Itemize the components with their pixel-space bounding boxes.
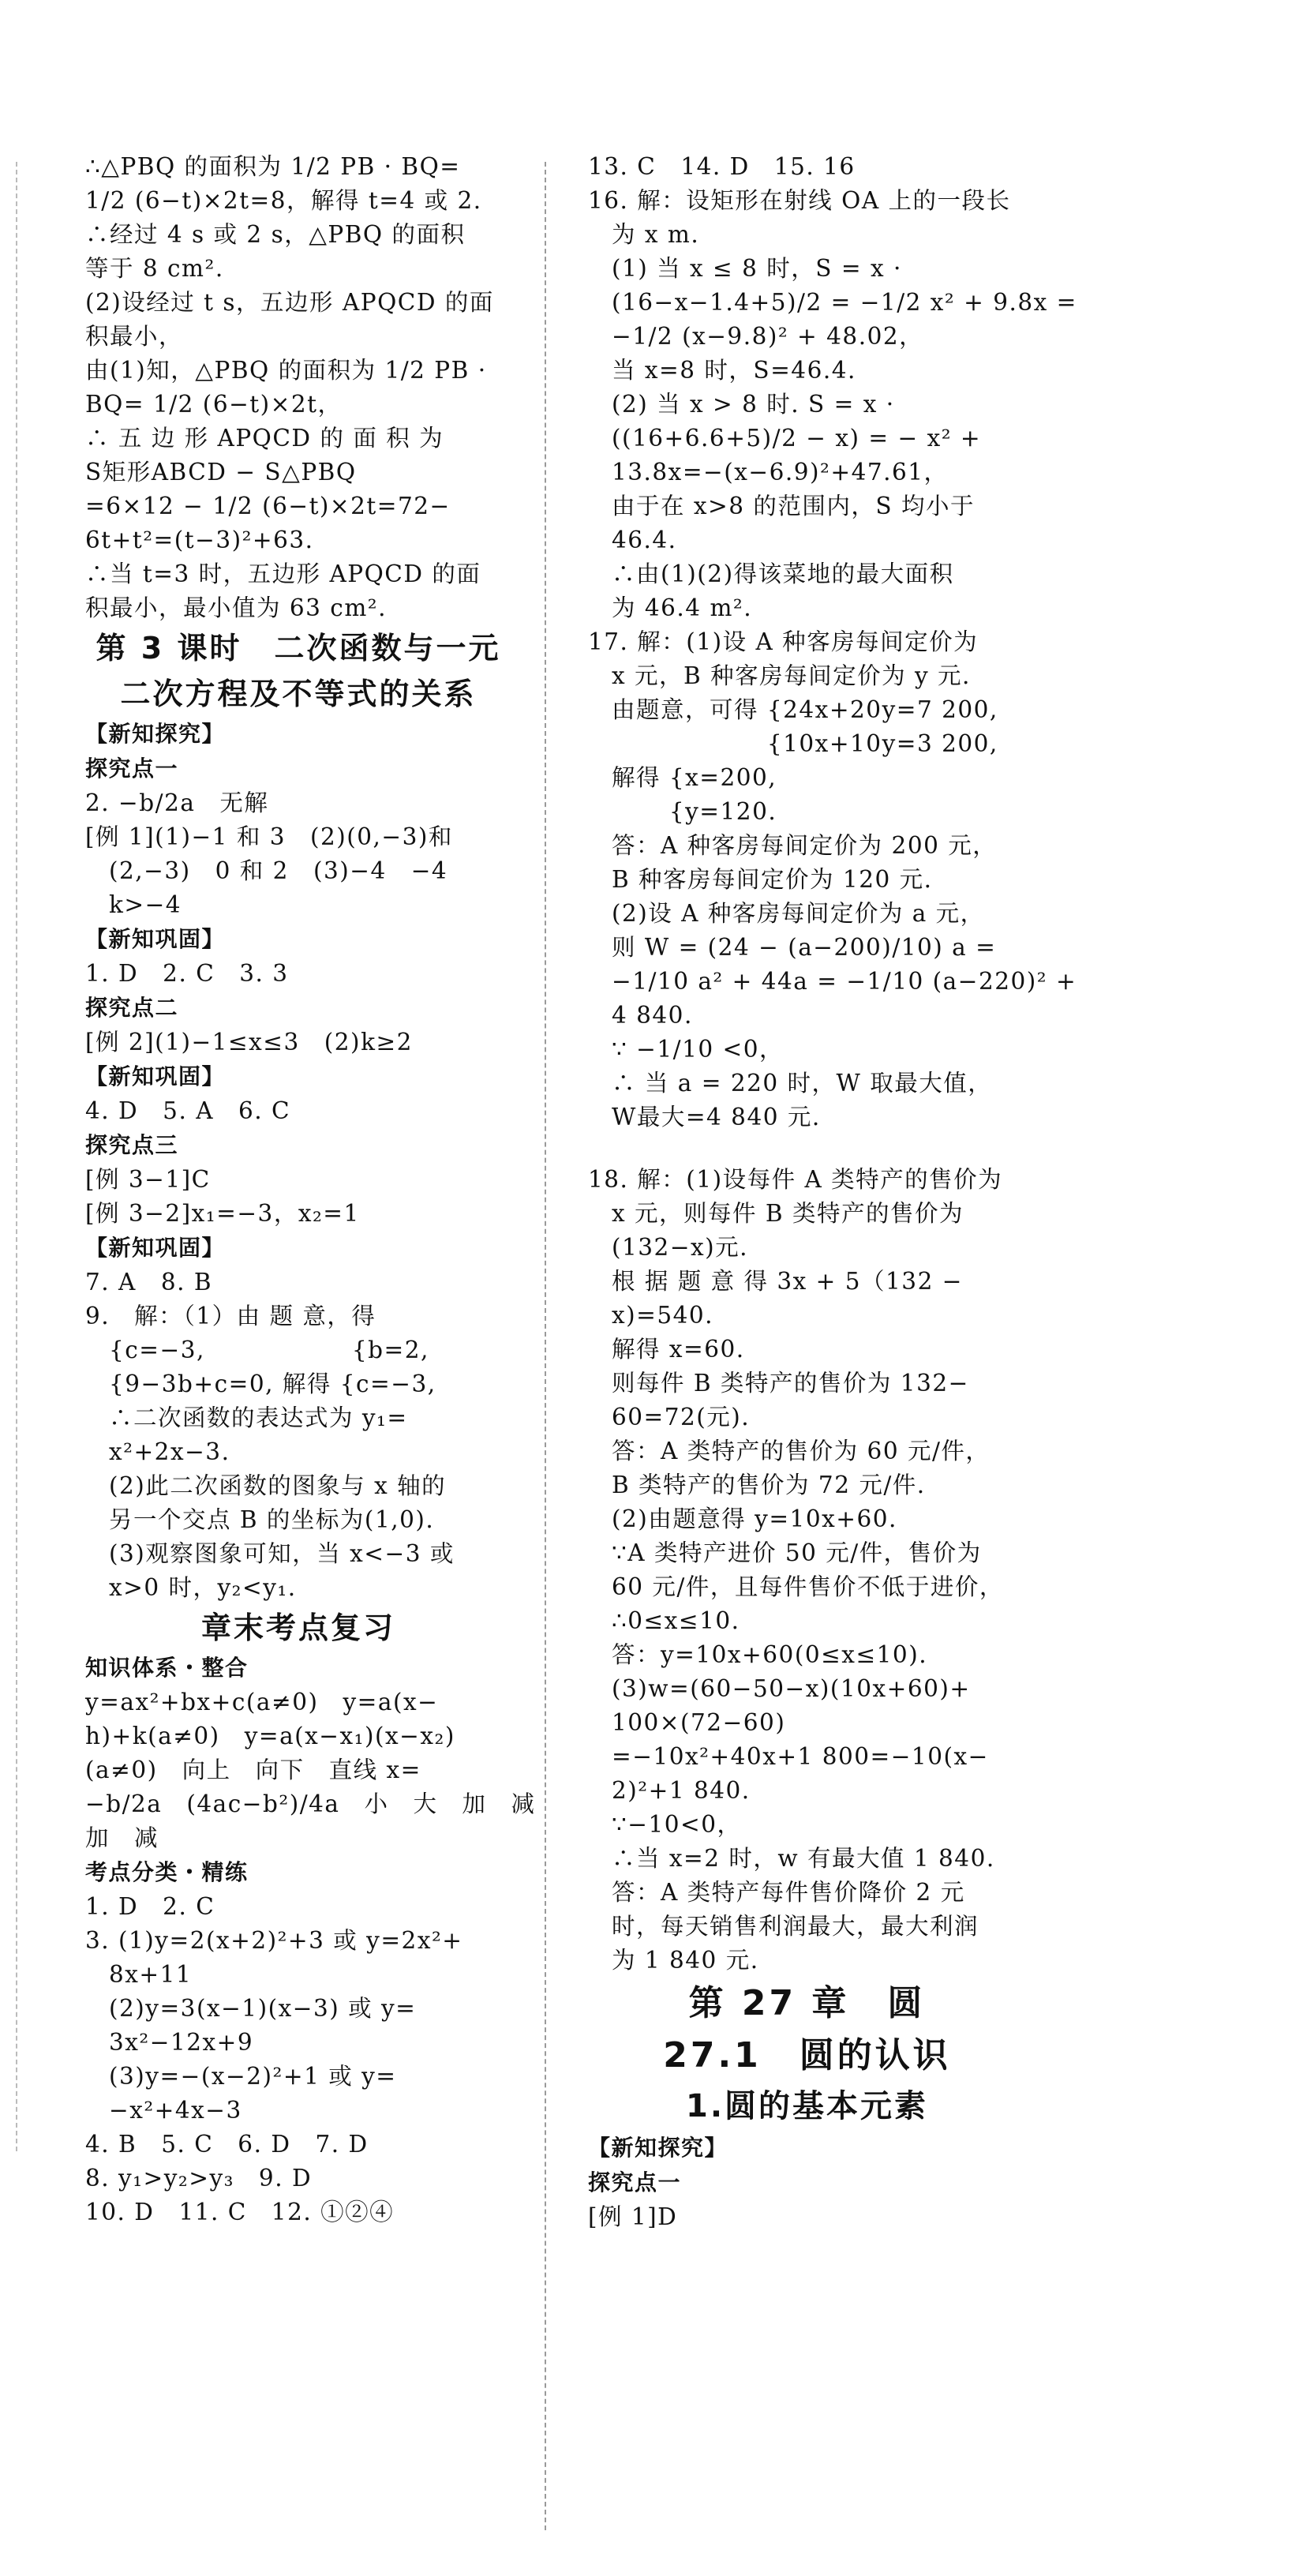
answer-line: −1/10 a² + 44a = −1/10 (a−220)² + [612,968,1077,995]
answer-line: x)=540. [612,1302,714,1329]
answer-line: 当 x=8 时，S=46.4. [612,357,856,384]
answer-line: −b/2a (4ac−b²)/4a 小 大 加 减 [85,1790,536,1817]
answer-line: 3x²−12x+9 [109,2029,254,2056]
answer-line: 18. 解：(1)设每件 A 类特产的售价为 [588,1166,1003,1193]
answer-line: (2)由题意得 y=10x+60. [612,1505,897,1532]
answer-line: ∴△PBQ 的面积为 1/2 PB · BQ= [85,153,461,180]
answer-line: 等于 8 cm². [85,255,224,282]
answer-line: 4. D 5. A 6. C [85,1097,291,1124]
answer-line: x>0 时，y₂<y₁. [109,1574,297,1601]
column-divider [545,162,546,2530]
answer-line: ∵−10<0， [612,1811,742,1838]
answer-line: ∵A 类特产进价 50 元/件，售价为 [612,1539,982,1566]
answer-line: W最大=4 840 元. [612,1104,821,1131]
answer-line: 为 46.4 m². [612,594,753,621]
answer-line: 3. (1)y=2(x+2)²+3 或 y=2x²+ [85,1927,463,1954]
answer-line: ∵ −1/10 <0， [612,1036,784,1063]
answer-line: 答：A 类特产的售价为 60 元/件， [612,1438,991,1464]
answer-line: {y=120. [612,798,777,825]
answer-line: (2)设 A 种客房每间定价为 a 元， [612,900,985,927]
answer-line: (2)y=3(x−1)(x−3) 或 y= [109,1995,417,2022]
answer-line: 100×(72−60) [612,1709,786,1736]
answer-line: 10. D 11. C 12. ①②④ [85,2199,395,2225]
answer-line: ∴0≤x≤10. [612,1607,740,1634]
right-column [588,150,1077,2234]
answer-line: x²+2x−3. [109,1438,230,1465]
answer-line: −x²+4x−3 [109,2097,242,2124]
answer-line: 6t+t²=(t−3)²+63. [85,527,314,553]
block-heading: 【新知探究】 [588,2135,728,2161]
block-heading: 【新知探究】 [85,721,226,747]
answer-line: 16. 解：设矩形在射线 OA 上的一段长 [588,187,1011,214]
answer-line: 根 据 题 意 得 3x + 5（132 − [612,1268,963,1295]
answer-line: [例 1](1)−1 和 3 (2)(0,−3)和 [85,823,453,850]
answer-line: 13. C 14. D 15. 16 [588,153,856,180]
answer-line: [例 3−1]C [85,1166,211,1193]
answer-line: (2) 当 x > 8 时. S = x · [612,391,895,418]
answer-line: 4 840. [612,1002,693,1029]
answer-line: 13.8x=−(x−6.9)²+47.61， [612,459,949,486]
answer-line: =−10x²+40x+1 800=−10(x− [612,1743,989,1770]
answer-line: 60 元/件，且每件售价不低于进价， [612,1573,1004,1600]
block-heading: 探究点一 [588,2169,682,2195]
answer-line: 17. 解：(1)设 A 种客房每间定价为 [588,628,979,655]
left-margin-dashed-line [16,162,17,2151]
answer-line: ∴ 当 a = 220 时，W 取最大值， [612,1070,993,1097]
answer-line: 答：y=10x+60(0≤x≤10). [612,1641,928,1668]
answer-line: 8. y₁>y₂>y₃ 9. D [85,2165,313,2192]
answer-line: 加 减 [85,1824,159,1851]
answer-line: (3)y=−(x−2)²+1 或 y= [109,2063,397,2090]
answer-line: 答：A 种客房每间定价为 200 元， [612,832,998,859]
section-title: 第 3 课时 二次函数与一元 [95,631,501,666]
answer-line: ∴经过 4 s 或 2 s，△PBQ 的面积 [85,221,466,248]
section-title: 章末考点复习 [200,1610,395,1645]
section-title: 二次方程及不等式的关系 [120,677,477,711]
answer-line: BQ= 1/2 (6−t)×2t， [85,391,343,418]
block-heading: 【新知巩固】 [85,1235,226,1261]
answer-line: 2. −b/2a 无解 [85,789,269,816]
answer-line: ∴ 五 边 形 APQCD 的 面 积 为 [85,425,444,452]
answer-line: 解得 x=60. [612,1336,745,1363]
answer-line: {c=−3, {b=2, [109,1337,429,1363]
answer-line: (2,−3) 0 和 2 (3)−4 −4 [109,857,448,884]
spacer [588,1134,1026,1163]
block-heading: 探究点一 [85,756,179,782]
answer-line: 1. D 2. C [85,1893,215,1920]
answer-line: 60=72(元). [612,1404,751,1430]
answer-line: (3)w=(60−50−x)(10x+60)+ [612,1675,971,1702]
answer-line: x 元，B 种客房每间定价为 y 元. [612,662,971,689]
answer-line: (2)此二次函数的图象与 x 轴的 [109,1472,447,1499]
answer-line: 则每件 B 类特产的售价为 132− [612,1370,969,1397]
answer-line: 1/2 (6−t)×2t=8，解得 t=4 或 2. [85,187,482,214]
answer-line: x 元，则每件 B 类特产的售价为 [612,1200,964,1227]
answer-line: (a≠0) 向上 向下 直线 x= [85,1757,421,1783]
answer-line: {9−3b+c=0, 解得 {c=−3, [109,1370,436,1397]
answer-line: 由题意，可得 {24x+20y=7 200, [612,696,998,723]
answer-line: 为 x m. [612,221,700,248]
answer-line: 由(1)知，△PBQ 的面积为 1/2 PB · [85,357,487,384]
answer-line: 1. D 2. C 3. 3 [85,960,289,987]
answer-line: S矩形ABCD − S△PBQ [85,459,357,486]
block-heading: 探究点三 [85,1132,179,1158]
answer-line: B 类特产的售价为 72 元/件. [612,1472,926,1498]
answer-line: 为 1 840 元. [612,1947,759,1974]
answer-line: (3)观察图象可知，当 x<−3 或 [109,1540,455,1567]
answer-line: 积最小， [85,323,184,350]
answer-line: 9. 解：（1）由 题 意，得 [85,1303,376,1329]
answer-line: 4. B 5. C 6. D 7. D [85,2131,369,2158]
answer-line: 另一个交点 B 的坐标为(1,0). [109,1506,435,1533]
answer-line: ∴当 t=3 时，五边形 APQCD 的面 [85,561,481,587]
answer-line: ∴由(1)(2)得该菜地的最大面积 [612,561,954,587]
left-column [85,150,536,2229]
block-heading: 【新知巩固】 [85,926,226,952]
answer-line: [例 3−2]x₁=−3，x₂=1 [85,1200,360,1227]
answer-line: 积最小，最小值为 63 cm². [85,594,387,621]
answer-line: (132−x)元. [612,1234,749,1261]
answer-line: 46.4. [612,527,677,553]
answer-line: B 种客房每间定价为 120 元. [612,866,933,893]
block-heading: 考点分类・精练 [85,1859,249,1885]
answer-line: (16−x−1.4+5)/2 = −1/2 x² + 9.8x = [612,289,1077,316]
answer-line: (2)设经过 t s，五边形 APQCD 的面 [85,289,494,316]
chapter-title: 第 27 章 圆 [688,1983,926,2023]
answer-line: (1) 当 x ≤ 8 时，S = x · [612,255,902,282]
answer-line: h)+k(a≠0) y=a(x−x₁)(x−x₂) [85,1723,455,1749]
answer-line: 则 W = (24 − (a−200)/10) a = [612,934,997,961]
answer-line: =6×12 − 1/2 (6−t)×2t=72− [85,493,451,519]
answer-line: 时，每天销售利润最大，最大利润 [612,1913,979,1940]
answer-line: −1/2 (x−9.8)² + 48.02， [612,323,924,350]
block-heading: 【新知巩固】 [85,1063,226,1089]
answer-line: [例 2](1)−1≤x≤3 (2)k≥2 [85,1029,413,1056]
block-heading: 探究点二 [85,995,179,1021]
block-heading: 知识体系・整合 [85,1655,249,1681]
answer-line: [例 1]D [588,2203,678,2230]
answer-line: 答：A 类特产每件售价降价 2 元 [612,1879,965,1906]
answer-line: ((16+6.6+5)/2 − x) = − x² + [612,425,982,452]
chapter-title: 27.1 圆的认识 [663,2035,951,2075]
answer-line: {10x+10y=3 200, [612,730,998,757]
answer-line: k>−4 [109,891,182,918]
answer-line: ∴当 x=2 时，w 有最大值 1 840. [612,1845,995,1872]
answer-line: y=ax²+bx+c(a≠0) y=a(x− [85,1689,439,1715]
answer-line: 由于在 x>8 的范围内，S 均小于 [612,493,975,519]
answer-line: 2)²+1 840. [612,1777,751,1804]
answer-line: ∴二次函数的表达式为 y₁= [109,1404,408,1431]
answer-line: 解得 {x=200, [612,764,777,791]
answer-line: 7. A 8. B [85,1269,213,1295]
subsection-title: 1.圆的基本元素 [685,2088,929,2124]
answer-line: 8x+11 [109,1961,193,1988]
